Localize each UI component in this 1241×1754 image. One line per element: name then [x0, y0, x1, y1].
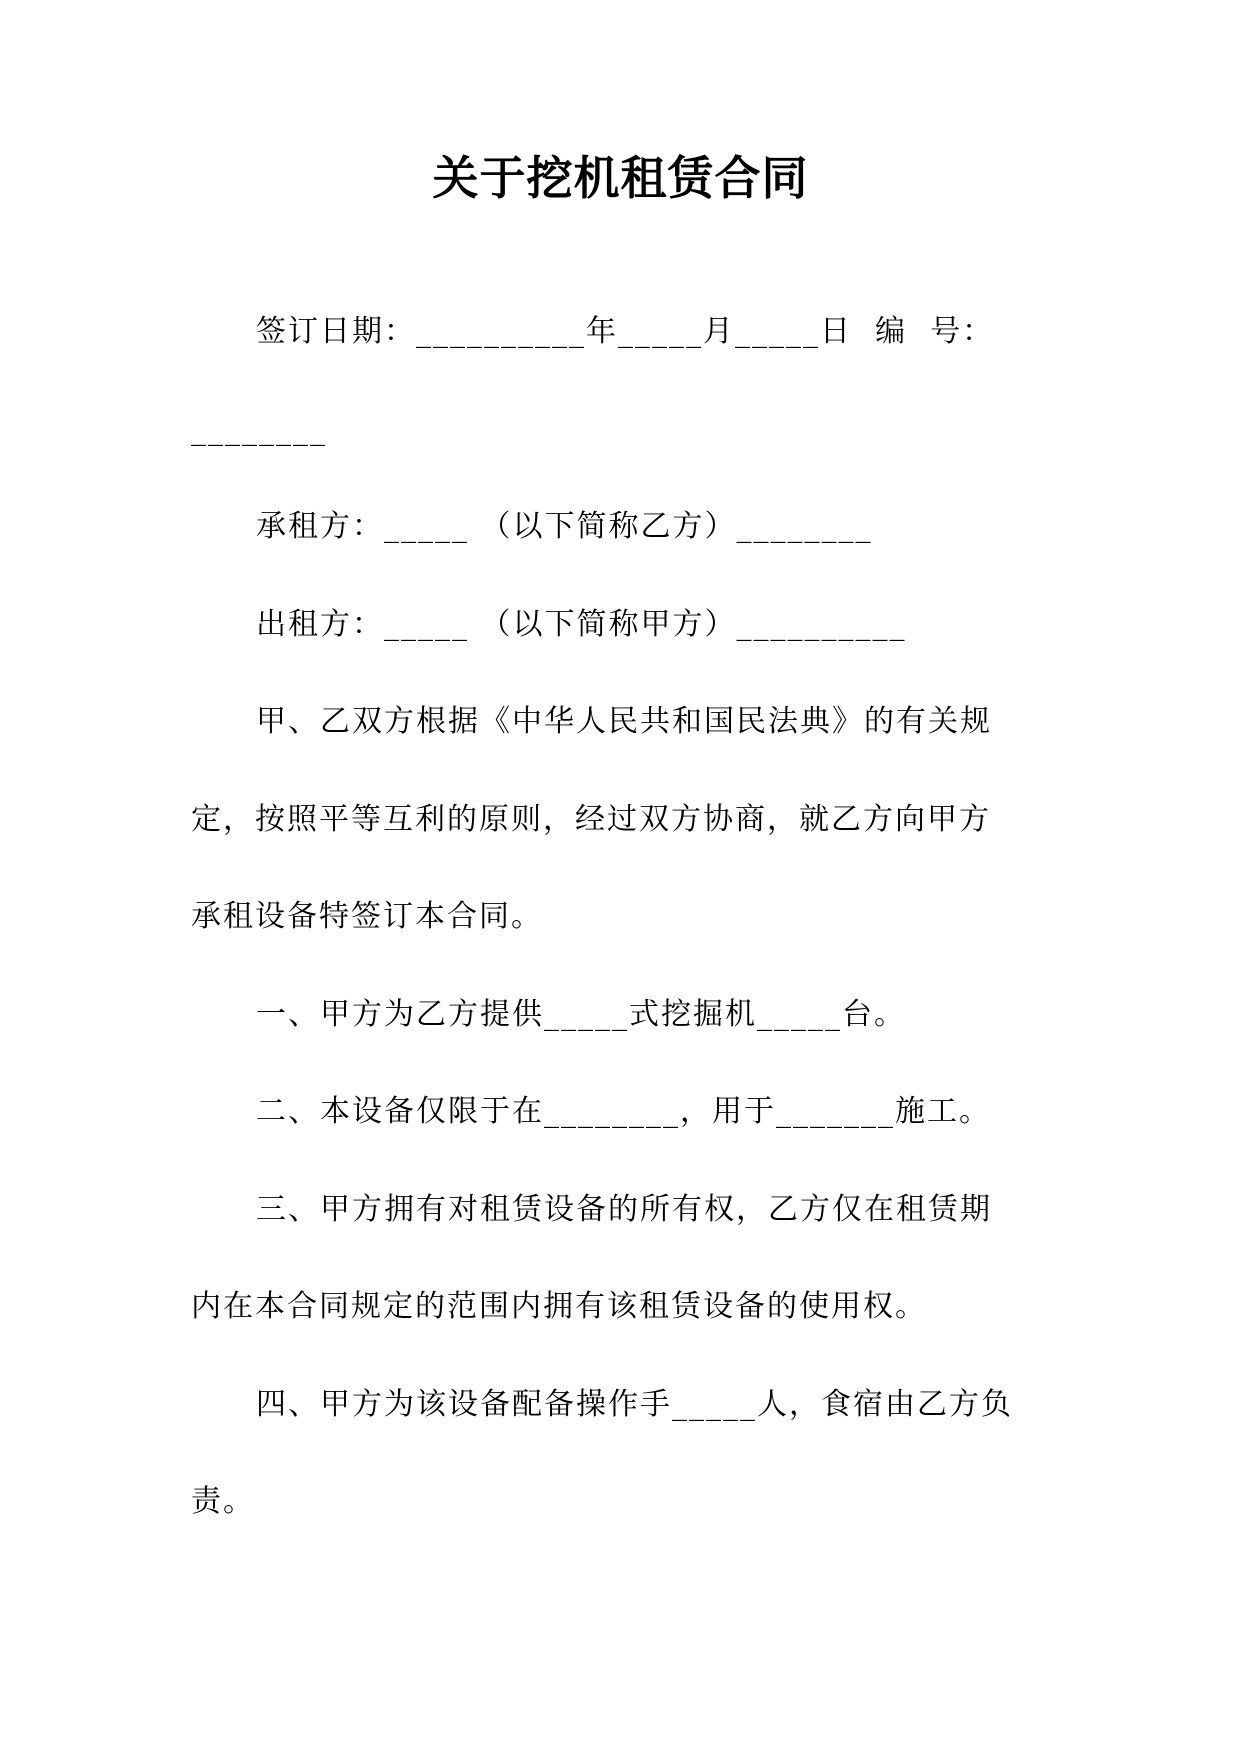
clause-1: 一、甲方为乙方提供_____式挖掘机_____台。	[256, 997, 906, 1032]
clause-2: 二、本设备仅限于在________，用于_______施工。	[256, 1094, 991, 1129]
clause-3-line-2: 内在本合同规定的范围内拥有该租赁设备的使用权。	[191, 1289, 927, 1324]
signing-date-line: 签订日期：__________年_____月_____日 编 号：	[256, 314, 995, 349]
preamble-line-2: 定，按照平等互利的原则，经过双方协商，就乙方向甲方	[191, 802, 991, 837]
lessee-line: 承租方：_____ （以下简称乙方）________	[256, 509, 873, 544]
preamble-line-3: 承租设备特签订本合同。	[191, 899, 543, 934]
contract-number-blank: ________	[191, 412, 327, 447]
clause-4-line-1: 四、甲方为该设备配备操作手_____人，食宿由乙方负	[256, 1387, 1013, 1422]
document-title: 关于挖机租赁合同	[432, 151, 809, 205]
preamble-line-1: 甲、乙双方根据《中华人民共和国民法典》的有关规	[256, 704, 992, 739]
clause-3-line-1: 三、甲方拥有对租赁设备的所有权，乙方仅在租赁期	[256, 1192, 992, 1227]
clause-4-line-2: 责。	[191, 1484, 255, 1519]
lessor-line: 出租方：_____ （以下简称甲方）__________	[256, 607, 907, 642]
